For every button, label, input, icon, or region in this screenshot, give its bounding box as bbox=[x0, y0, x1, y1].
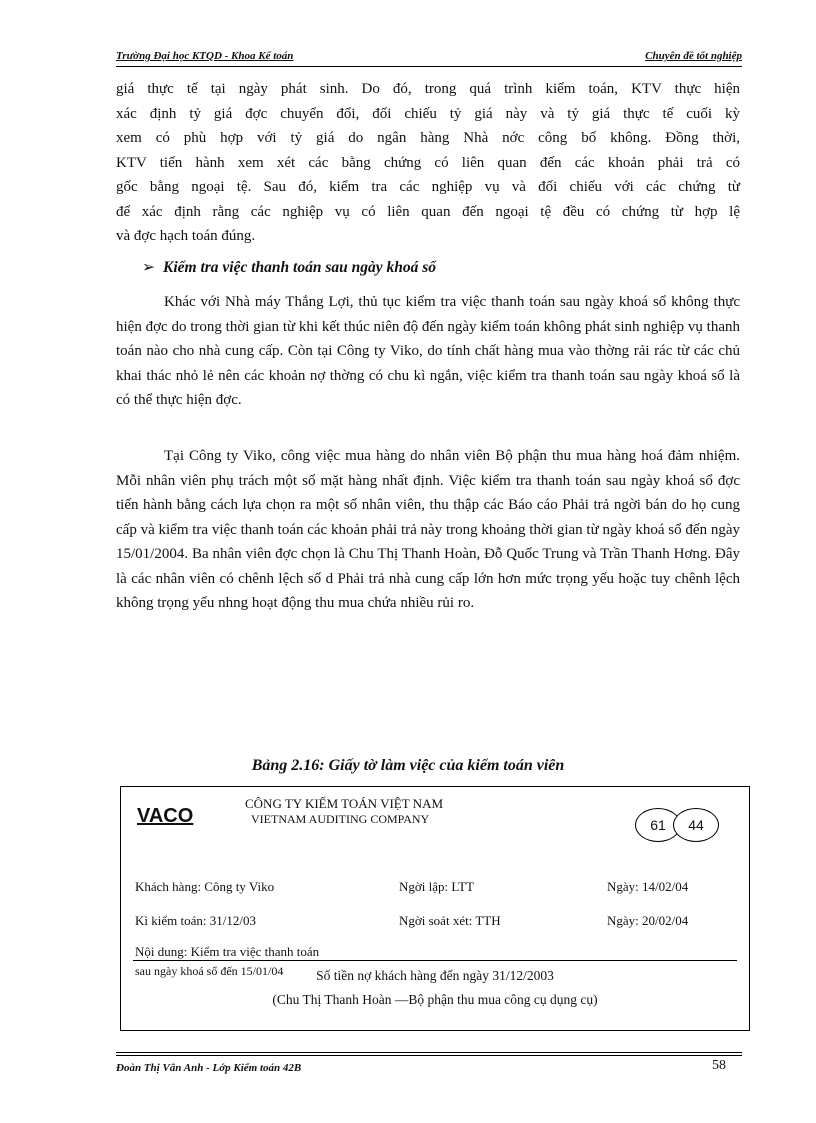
ref-oval-2: 44 bbox=[673, 808, 719, 842]
paragraph-2: Khác với Nhà máy Thắng Lợi, thủ tục kiểm tra việc thanh toán sau ngày khoá sổ không thực hiện đợc do trong thời gian từ khi kết thúc niên độ đến ngày kiểm toán không phát sinh nghiệp vụ thanh toán nào cho nhà cung cấp. Còn tại Công ty Viko, do tính chất hàng mua vào thờng rải rác từ các chủ khai thác nhỏ lẻ nên các khoản nợ thờng có chu kì ngắn, việc kiểm tra thanh toán sau ngày khoá sổ là có thể thực hiện đợc. bbox=[116, 294, 740, 408]
reviewed-date-field: Ngày: 20/02/04 bbox=[607, 913, 689, 928]
paragraph-3: Tại Công ty Viko, công việc mua hàng do nhân viên Bộ phận thu mua hàng hoá đảm nhiệm. Mỗi nhân viên phụ trách một số mặt hàng nhất định. Việc kiểm tra thanh toán sau ngày khoá sổ đợc tiến hành bằng cách lựa chọn ra một số nhân viên, thu thập các Báo cáo Phải trả ngời bán do họ cung cấp và kiểm tra việc thanh toán các khoản phải trả này trong khoảng thời gian từ ngày khoá sổ đến ngày 15/01/2004. Ba nhân viên đợc chọn là Chu Thị Thanh Hoàn, Đỗ Quốc Trung và Trần Thanh Hơng. Đây là các nhân viên có chênh lệch số d Phải trả nhà cung cấp lớn hơn mức trọng yếu hoặc tuy chênh lệch không trọng yếu nhng hoạt động thu mua chứa nhiều rủi ro. bbox=[116, 448, 740, 611]
arrow-bullet-icon: ➢ bbox=[142, 259, 155, 276]
paragraph-1-line: gốc bằng ngoại tệ. Sau đó, kiểm tra các nghiệp vụ và đối chiếu với các chứng từ bbox=[116, 179, 740, 195]
vaco-logo bbox=[137, 805, 193, 828]
header-left: Trường Đại học KTQD - Khoa Kế toán bbox=[116, 50, 294, 62]
working-paper bbox=[120, 786, 750, 1031]
paragraph-1-line: KTV tiến hành xem xét các bằng chứng có liên quan đến các khoản phải trả có bbox=[116, 154, 740, 171]
header-rule bbox=[116, 66, 742, 67]
working-paper-separator bbox=[133, 960, 737, 961]
period-field: Kì kiểm toán: 31/12/03 bbox=[135, 913, 256, 928]
paragraph-1-line: xác định tỷ giá đợc chuyển đổi, đối chiếu tỷ giá này và tỷ giá thực tế cuối kỳ bbox=[116, 105, 740, 122]
section-title: Kiểm tra việc thanh toán sau ngày khoá sổ bbox=[163, 259, 437, 276]
footer-author: Đoàn Thị Vân Anh - Lớp Kiểm toán 42B bbox=[116, 1062, 302, 1074]
table-caption: Bảng 2.16: Giấy tờ làm việc của kiểm toán viên bbox=[251, 757, 565, 774]
working-paper-subtitle: (Chu Thị Thanh Hoàn —Bộ phận thu mua công cụ dụng cụ) bbox=[272, 992, 598, 1007]
header-right: Chuyên đề tốt nghiệp bbox=[645, 50, 742, 62]
prepared-by-field: Ngời lập: LTT bbox=[399, 879, 474, 894]
reviewed-by-field: Ngời soát xét: TTH bbox=[399, 913, 501, 928]
company-name-en: VIETNAM AUDITING COMPANY bbox=[251, 812, 430, 826]
paragraph-1-line: xem có phù hợp với tỷ giá do ngân hàng Nhà nớc công bố không. Đồng thời, bbox=[116, 130, 740, 146]
ref-oval-1: 61 bbox=[635, 808, 681, 842]
prepared-date-field: Ngày: 14/02/04 bbox=[607, 879, 689, 894]
paragraph-1-line: và đợc hạch toán đúng. bbox=[116, 228, 256, 244]
page-header bbox=[116, 50, 742, 62]
paragraph-1-line: giá thực tế tại ngày phát sinh. Do đó, trong quá trình kiểm toán, KTV thực hiện bbox=[116, 81, 740, 97]
logo-text: VACO bbox=[137, 805, 194, 827]
page-number: 58 bbox=[712, 1058, 726, 1073]
paragraph-1-line: để xác định rằng các nghiệp vụ có liên quan đến ngoại tệ đều có chứng từ hợp lệ bbox=[116, 203, 740, 220]
client-field: Khách hàng: Công ty Viko bbox=[135, 879, 275, 894]
paragraph-1 bbox=[116, 77, 740, 249]
footer-rule bbox=[116, 1055, 742, 1056]
company-name-vn: CÔNG TY KIỂM TOÁN VIỆT NAM bbox=[245, 796, 444, 811]
content-field-line-1: Nội dung: Kiểm tra việc thanh toán bbox=[135, 944, 320, 959]
working-paper-title: Số tiền nợ khách hàng đến ngày 31/12/2003 bbox=[316, 968, 554, 983]
footer-rule bbox=[116, 1052, 742, 1053]
content-field-line-2: sau ngày khoá sổ đến 15/01/04 bbox=[135, 964, 284, 978]
section-heading bbox=[142, 258, 436, 277]
